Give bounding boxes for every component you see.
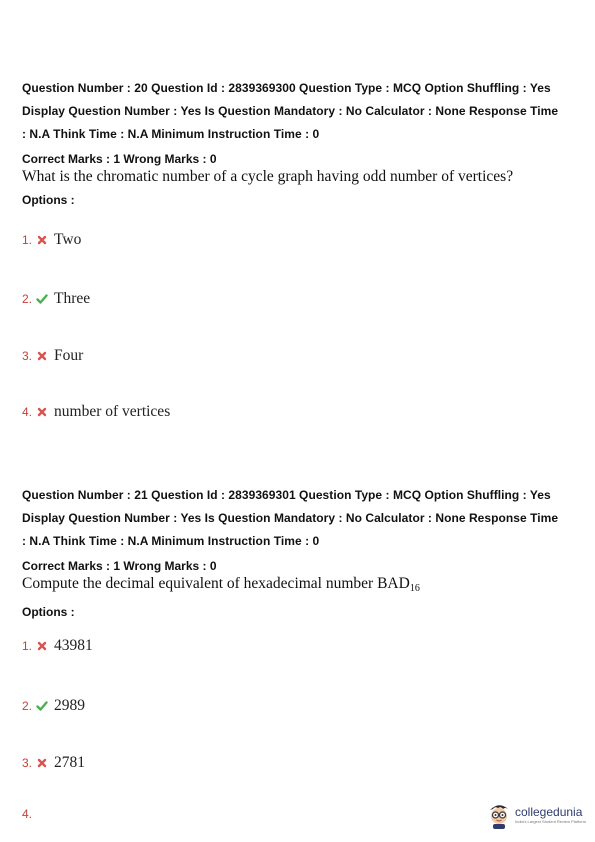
option-number: 4. [22, 807, 33, 821]
question-meta-line: : N.A Think Time : N.A Minimum Instruction Time : 0 [22, 127, 320, 141]
question-meta-line: Question Number : 20 Question Id : 2839369300 Question Type : MCQ Option Shuffling : Yes [22, 81, 551, 95]
option-number: 1. [22, 233, 33, 247]
question-meta-line: Display Question Number : Yes Is Question Mandatory : No Calculator : None Response Time [22, 104, 559, 118]
collegedunia-logo [487, 798, 587, 832]
check-icon [36, 293, 48, 305]
option-1[interactable] [22, 229, 81, 251]
option-3[interactable] [22, 752, 85, 774]
cross-icon [36, 640, 48, 652]
option-number: 2. [22, 699, 33, 713]
question-meta-line: Display Question Number : Yes Is Question Mandatory : No Calculator : None Response Time [22, 511, 559, 525]
option-number: 1. [22, 639, 33, 653]
question-text-subscript: 16 [409, 583, 420, 594]
check-icon [36, 700, 48, 712]
logo-tagline: India's Largest Student Review Platform [515, 819, 587, 824]
option-text: 2781 [54, 754, 86, 771]
cross-icon [36, 757, 48, 769]
option-3[interactable] [22, 345, 83, 367]
question-text [22, 574, 582, 599]
option-text: 2989 [54, 697, 86, 714]
logo-text [515, 806, 586, 824]
option-number: 4. [22, 405, 33, 419]
option-2[interactable] [22, 695, 85, 717]
option-number: 3. [22, 349, 33, 363]
option-1[interactable] [22, 635, 93, 657]
marks-line: Correct Marks : 1 Wrong Marks : 0 [22, 559, 217, 573]
options-label: Options : [22, 193, 75, 207]
option-text: 43981 [54, 637, 93, 654]
option-number: 2. [22, 292, 33, 306]
mascot-icon [487, 801, 511, 829]
option-4[interactable] [22, 803, 36, 825]
option-4[interactable] [22, 401, 170, 423]
option-2[interactable] [22, 288, 90, 310]
question-meta-line: Question Number : 21 Question Id : 2839369301 Question Type : MCQ Option Shuffling : Yes [22, 488, 551, 502]
option-text: Two [54, 231, 82, 248]
cross-icon [36, 350, 48, 362]
cross-icon [36, 406, 48, 418]
option-text: Three [54, 290, 91, 307]
option-number: 3. [22, 756, 33, 770]
marks-line: Correct Marks : 1 Wrong Marks : 0 [22, 152, 217, 166]
question-text: What is the chromatic number of a cycle graph having odd number of vertices? [22, 168, 514, 185]
question-meta-line: : N.A Think Time : N.A Minimum Instruction Time : 0 [22, 534, 320, 548]
option-text: number of vertices [54, 403, 171, 420]
logo-name: collegedunia [515, 805, 583, 819]
cross-icon [36, 234, 48, 246]
option-text: Four [54, 347, 84, 364]
options-label: Options : [22, 605, 75, 619]
question-21-block [22, 484, 582, 620]
question-text-main: Compute the decimal equivalent of hexadecimal number BAD [22, 575, 410, 592]
question-20-block [22, 77, 582, 208]
